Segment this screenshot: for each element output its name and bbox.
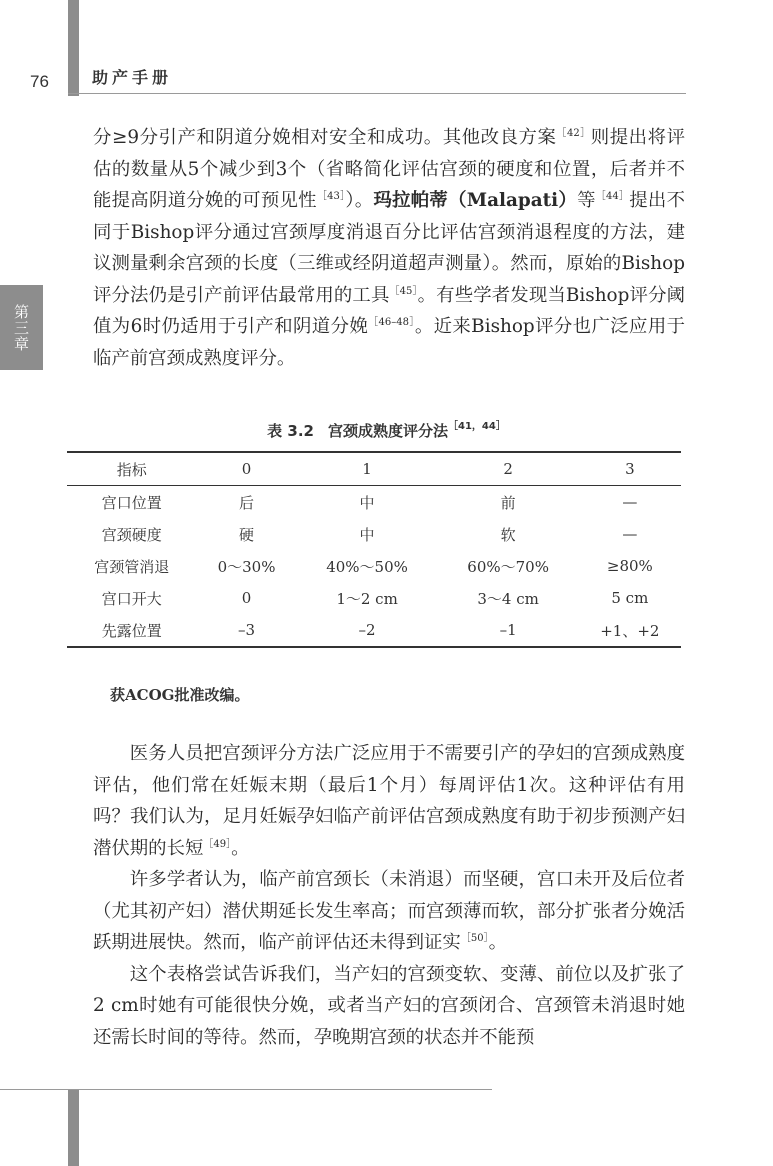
text-run: 。近来Bishop评分也广泛应用于临产前宫颈成熟度评分。 (93, 316, 686, 369)
table-cell: 宫颈硬度 (101, 525, 162, 544)
table-cell: 宫口开大 (101, 589, 162, 608)
table-caption-title: 宫颈成熟度评分法 (327, 422, 448, 440)
table-cell: –3 (238, 621, 256, 639)
table-cell: 3～4 cm (477, 589, 539, 608)
header-cell: 3 (625, 460, 635, 478)
citation-ref: ［46–48］ (368, 317, 415, 328)
paragraph-1 (93, 122, 685, 374)
header-rule (68, 93, 686, 94)
table-caption (0, 420, 773, 441)
table-cell: ≥80% (606, 557, 653, 575)
table-cell: 中 (359, 525, 375, 544)
table-header-row (67, 452, 681, 486)
table-cell: –1 (499, 621, 517, 639)
table-cell: 1～2 cm (336, 589, 398, 608)
paragraphs-prelabor-assessment (93, 738, 685, 1053)
table-row (67, 550, 681, 582)
table-cell: –2 (358, 621, 376, 639)
chapter-tab: 第三章 (0, 285, 43, 370)
table-cell: 40%～50% (326, 557, 408, 576)
paragraph-3 (93, 864, 685, 959)
text-run: 医务人员把宫颈评分方法广泛应用于不需要引产的孕妇的宫颈成熟度评估，他们常在妊娠末期（最后1个月）每周评估1次。这种评估有用吗？我们认为，足月妊娠孕妇临产前评估宫颈成熟度有助于初步预测产妇潜伏期的长短 (93, 743, 685, 859)
text-run: 则提出将评估的数量从5个减少到3个（省略简化评估宫颈的硬度和位置，后者并不能提高阴道分娩的可预见性 (93, 127, 685, 211)
table-cell: 软 (500, 525, 516, 544)
table-cell: 中 (359, 493, 375, 512)
table-cell: 宫颈管消退 (94, 557, 170, 576)
paragraph-bishop-modifications (93, 122, 685, 374)
text-run: 等 (577, 190, 596, 211)
text-run: ）。 (345, 190, 374, 211)
text-run: 分≥9分引产和阴道分娩相对安全和成功。其他改良方案 (93, 127, 557, 148)
citation-ref: ［42］ (556, 128, 591, 139)
book-title: 助产手册 (92, 68, 173, 87)
page-number: 76 (30, 72, 49, 91)
bottom-margin-bar (68, 1090, 79, 1166)
table-cell: 硬 (239, 525, 255, 544)
top-margin-bar (68, 0, 79, 96)
table-cell: 5 cm (611, 589, 649, 607)
header-cell: 0 (241, 460, 252, 478)
table-note: 获ACOG批准改编。 (110, 686, 250, 704)
text-run: 。 (488, 932, 507, 953)
header-cell: 指标 (116, 460, 147, 479)
header-cell: 2 (503, 460, 513, 478)
text-run: 。 (231, 837, 250, 859)
citation-ref: ［50］ (460, 933, 489, 944)
text-run: 许多学者认为，临产前宫颈长（未消退）而坚硬，宫口未开及后位者（尤其初产妇）潜伏期延长发生率高；而宫颈薄而软，部分扩张者分娩活跃期进展快。然而，临产前评估还未得到证实 (93, 869, 685, 953)
table-cell: +1、+2 (600, 621, 660, 640)
text-run: 。有些学者发现当Bishop评分阈值为6时仍适用于引产和阴道分娩 (93, 284, 685, 337)
table-cell: 宫口位置 (101, 493, 162, 512)
text-run: 这个表格尝试告诉我们，当产妇的宫颈变软、变薄、前位以及扩张了2 cm时她有可能很快分娩，或者当产妇的宫颈闭合、宫颈管未消退时她还需长时间的等待。然而，孕晚期宫颈的状态并不能预 (93, 963, 685, 1048)
citation-ref: ［45］ (389, 285, 418, 297)
table-caption-label: 表 3.2 (267, 422, 314, 440)
paragraph-2 (93, 738, 685, 864)
table-row (67, 486, 681, 519)
citation-ref: ［44］ (595, 191, 630, 202)
header-cell: 1 (362, 460, 372, 478)
text-run: 提出不同于Bishop评分通过宫颈厚度消退百分比评估宫颈消退程度的方法，建议测量剩余宫颈的长度（三维或经阴道超声测量）。然而，原始的Bishop评分法仍是引产前评估最常用的工具 (93, 190, 685, 306)
table-cell: — (622, 493, 638, 511)
table-row (67, 582, 681, 614)
table-cell: — (622, 525, 638, 543)
cervical-score-table (67, 451, 681, 648)
table-cell: 先露位置 (101, 621, 162, 640)
table-cell: 前 (500, 493, 516, 512)
table-caption-ref: ［41，44］ (447, 421, 506, 432)
table-cell: 后 (239, 493, 255, 512)
table-cell: 60%～70% (467, 557, 549, 576)
table-cell: 0～30% (217, 557, 276, 576)
citation-ref: ［43］ (316, 191, 346, 202)
table-row (67, 614, 681, 647)
paragraph-4 (93, 959, 685, 1054)
table-cell: 0 (241, 589, 252, 607)
bold-text: 玛拉帕蒂（Malapati） (373, 190, 578, 211)
citation-ref: ［49］ (203, 838, 232, 850)
table-row (67, 518, 681, 550)
